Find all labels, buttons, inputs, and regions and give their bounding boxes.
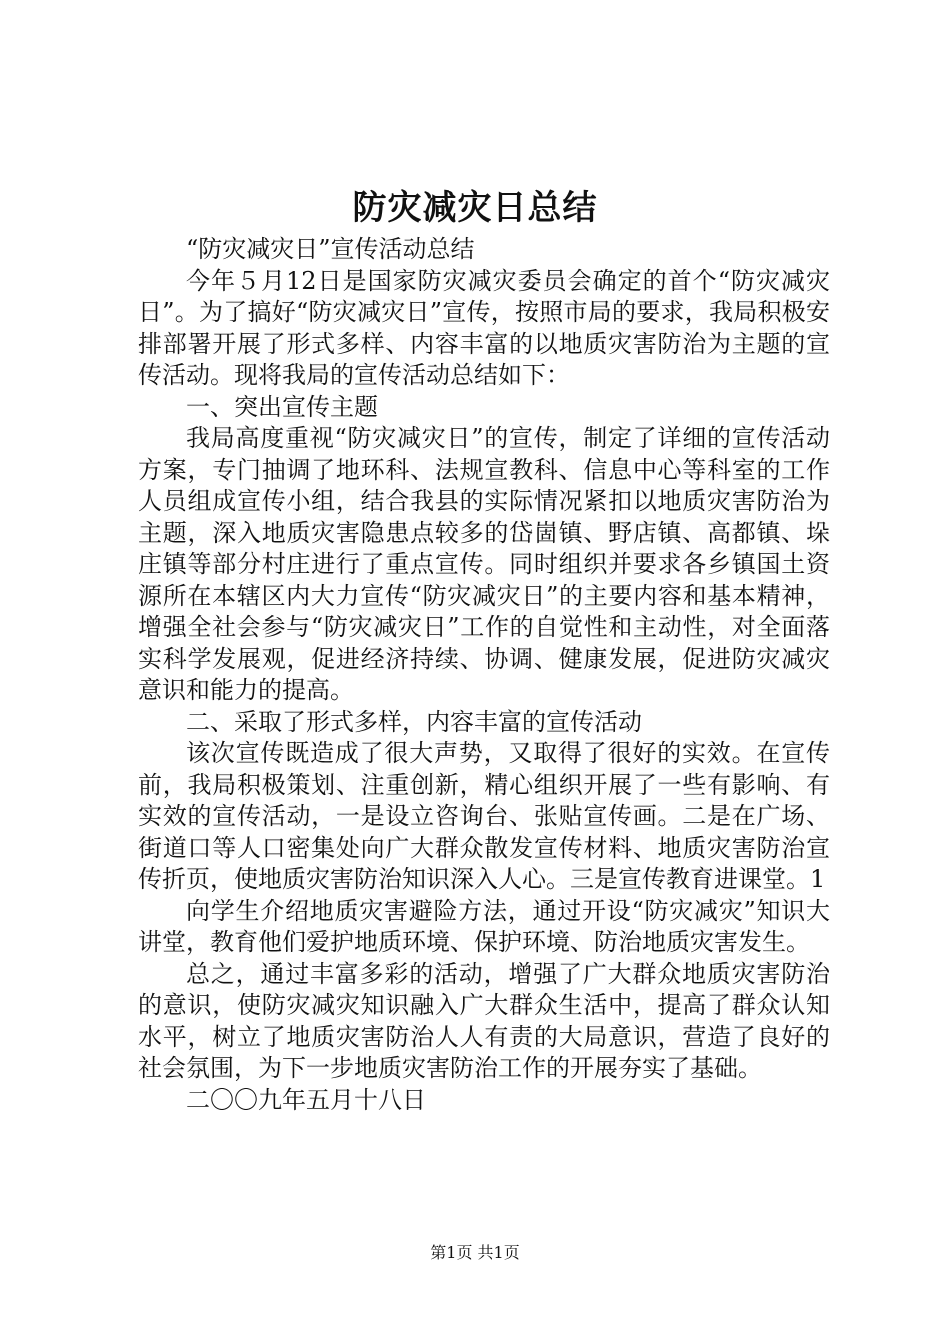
document-body: [138, 234, 830, 1116]
conclusion-paragraph: 总之，通过丰富多彩的活动，增强了广大群众地质灾害防治的意识，使防灾减灾知识融入广大群众生活中，提高了群众认知水平，树立了地质灾害防治人人有责的大局意识，营造了良好的社会氛围，为下一步地质灾害防治工作的开展夯实了基础。: [138, 959, 830, 1082]
intro-paragraph: 今年５月12日是国家防灾减灾委员会确定的首个“防灾减灾日”。为了搞好“防灾减灾日”宣传，按照市局的要求，我局积极安排部署开展了形式多样、内容丰富的以地质灾害防治为主题的宣传活动。现将我局的宣传活动总结如下：: [138, 266, 830, 389]
section-2-continuation-paragraph: 向学生介绍地质灾害避险方法，通过开设“防灾减灾”知识大讲堂，教育他们爱护地质环境、保护环境、防治地质灾害发生。: [138, 896, 830, 956]
section-heading-2: 二、采取了形式多样，内容丰富的宣传活动: [186, 707, 642, 736]
section-2-paragraph: 该次宣传既造成了很大声势，又取得了很好的实效。在宣传前，我局积极策划、注重创新，精心组织开展了一些有影响、有实效的宣传活动，一是设立咨询台、张贴宣传画。二是在广场、街道口等人口密集处向广大群众散发宣传材料、地质灾害防治宣传折页，使地质灾害防治知识深入人心。三是宣传教育进课堂。1: [138, 739, 830, 893]
section-1-paragraph: 我局高度重视“防灾减灾日”的宣传，制定了详细的宣传活动方案，专门抽调了地环科、法规宣教科、信息中心等科室的工作人员组成宣传小组，结合我县的实际情况紧扣以地质灾害防治为主题，深入地质灾害隐患点较多的岱崮镇、野店镇、高都镇、垛庄镇等部分村庄进行了重点宣传。同时组织并要求各乡镇国土资源所在本辖区内大力宣传“防灾减灾日”的主要内容和基本精神，增强全社会参与“防灾减灾日”工作的自觉性和主动性，对全面落实科学发展观，促进经济持续、协调、健康发展，促进防灾减灾意识和能力的提高。: [138, 424, 830, 704]
section-heading-1: 一、突出宣传主题: [186, 392, 378, 421]
page-footer: 第1页 共1页: [430, 1243, 520, 1262]
document-title: 防灾减灾日总结: [352, 188, 598, 228]
document-date: 二〇〇九年五月十八日: [186, 1085, 426, 1114]
subtitle-paragraph: “防灾减灾日”宣传活动总结: [186, 235, 475, 263]
